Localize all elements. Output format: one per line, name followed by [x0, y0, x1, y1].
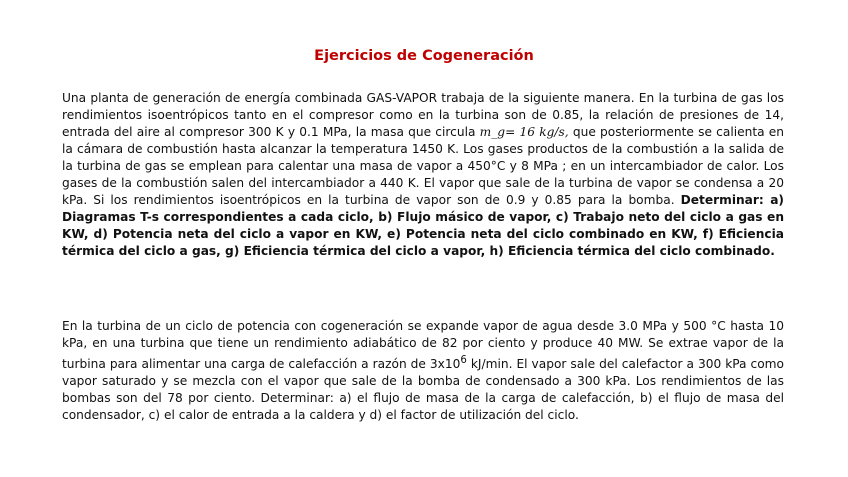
- exercise-1-text-a: Una planta de generación de energía combinada GAS-VAPOR trabaja de la siguiente manera. En la turbina de gas los rendimientos isoentrópicos tanto en el compresor como en la turbina son de 0.85, la relación de presiones de 14, entrada del aire al compresor 300 K y 0.1 MPa, la masa que circula: [62, 91, 784, 139]
- slide-title: Ejercicios de Cogeneración: [314, 48, 534, 64]
- exercise-2-text-b: kJ/min. El vapor sale del calefactor a 300 kPa como vapor saturado y se mezcla con el vapor que sale de la bomba de condensado a 300 kPa. Los rendimientos de las bombas son del 78 por ciento. Determinar: a) el flujo de masa de la carga de calefacción, b) el flujo de masa del condensador, c) el calor de entrada a la caldera y d) el factor de utilización del ciclo.: [62, 357, 785, 423]
- exercise-2-text-a: En la turbina de un ciclo de potencia con cogeneración se expande vapor de agua desde 3.0 MPa y 500 °C hasta 10 kPa, en una turbina que tiene un rendimiento adiabático de 82 por ciento y produce 40 MW. Se extrae vapor de la turbina para alimentar una carga de calefacción a razón de 3x10: [62, 319, 784, 372]
- exercise-2-paragraph: [62, 318, 784, 424]
- mass-flow-formula: m_g= 16 kg/s,: [479, 125, 569, 139]
- exercise-1-paragraph: [62, 90, 784, 260]
- exercise-2-exponent: 6: [460, 355, 467, 366]
- exercise-1-questions: Determinar: a) Diagramas T-s correspondientes a cada ciclo, b) Flujo másico de vapor, c) Trabajo neto del ciclo a gas en KW, d) Potencia neta del ciclo a vapor en KW, e) Potencia neta del ciclo combinado en KW, f) Eficiencia térmica del ciclo a gas, g) Eficiencia térmica del ciclo a vapor, h) Eficiencia térmica del ciclo combinado.: [62, 193, 784, 258]
- exercise-1-text-b: que posteriormente se calienta en la cámara de combustión hasta alcanzar la temperatura 1450 K. Los gases productos de la combustión a la salida de la turbina de gas se emplean para calentar una masa de vapor a 450°C y 8 MPa ; en un intercambiador de calor. Los gases de la combustión salen del intercambiador a 440 K. El vapor que sale de la turbina de vapor se condensa a 20 kPa. Si los rendimientos isoentrópicos en la turbina de vapor son de 0.9 y 0.85 para la bomba.: [62, 125, 785, 207]
